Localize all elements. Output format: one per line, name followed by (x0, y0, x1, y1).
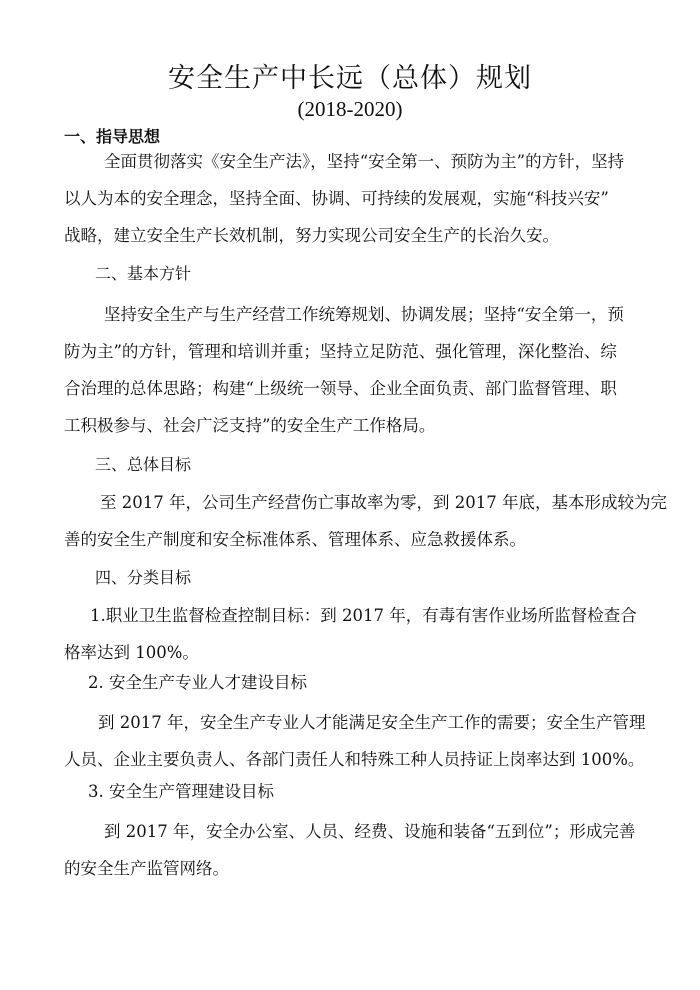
section-1-paragraph (64, 150, 644, 261)
section-3-heading: 三、总体目标 (95, 455, 192, 474)
paragraph-line: 全面贯彻落实《安全生产法》，坚持“安全第一、预防为主”的方针，坚持 (104, 152, 625, 171)
paragraph-line: 格率达到 100%。 (64, 643, 199, 662)
paragraph-line: 坚持安全生产与生产经营工作统筹规划、协调发展；坚持“安全第一，预 (104, 305, 624, 324)
document-subtitle: (2018-2020) (297, 97, 403, 121)
document-title: 安全生产中长远（总体）规划 (168, 63, 532, 94)
paragraph-line: 1.职业卫生监督检查控制目标：到 2017 年，有毒有害作业场所监督检查合 (90, 606, 637, 625)
paragraph-line: 的安全生产监管网络。 (64, 859, 229, 878)
paragraph-line: 善的安全生产制度和安全标准体系、管理体系、应急救援体系。 (64, 530, 526, 549)
paragraph-line: 防为主”的方针，管理和培训并重；坚持立足防范、强化管理，深化整治、综 (64, 342, 617, 361)
paragraph-line: 以人为本的安全理念，坚持全面、协调、可持续的发展观，实施“科技兴安” (64, 189, 609, 208)
paragraph-line: 至 2017 年，公司生产经营伤亡事故率为零，到 2017 年底，基本形成较为完 (100, 493, 667, 512)
goal-3-paragraph (64, 820, 644, 894)
goal-2-heading: 2. 安全生产专业人才建设目标 (88, 673, 307, 692)
paragraph-line: 合治理的总体思路；构建“上级统一领导、企业全面负责、部门监督管理、职 (64, 379, 617, 398)
goal-2-paragraph (64, 711, 644, 785)
goal-3-heading: 3. 安全生产管理建设目标 (88, 782, 274, 801)
section-2-heading: 二、基本方针 (95, 264, 192, 283)
paragraph-line: 到 2017 年，安全生产专业人才能满足安全生产工作的需要；安全生产管理 (98, 713, 646, 732)
paragraph-line: 战略，建立安全生产长效机制，努力实现公司安全生产的长治久安。 (64, 226, 559, 245)
paragraph-line: 到 2017 年，安全办公室、人员、经费、设施和装备“五到位”；形成完善 (104, 822, 636, 841)
paragraph-line: 人员、企业主要负责人、各部门责任人和特殊工种人员持证上岗率达到 100%。 (64, 750, 645, 769)
paragraph-line: 工积极参与、社会广泛支持”的安全生产工作格局。 (64, 416, 436, 435)
section-2-paragraph (64, 303, 644, 451)
goal-1-paragraph (64, 604, 644, 678)
section-4-heading: 四、分类目标 (95, 568, 192, 587)
section-3-paragraph (64, 491, 667, 565)
section-1-heading: 一、指导思想 (64, 127, 161, 146)
